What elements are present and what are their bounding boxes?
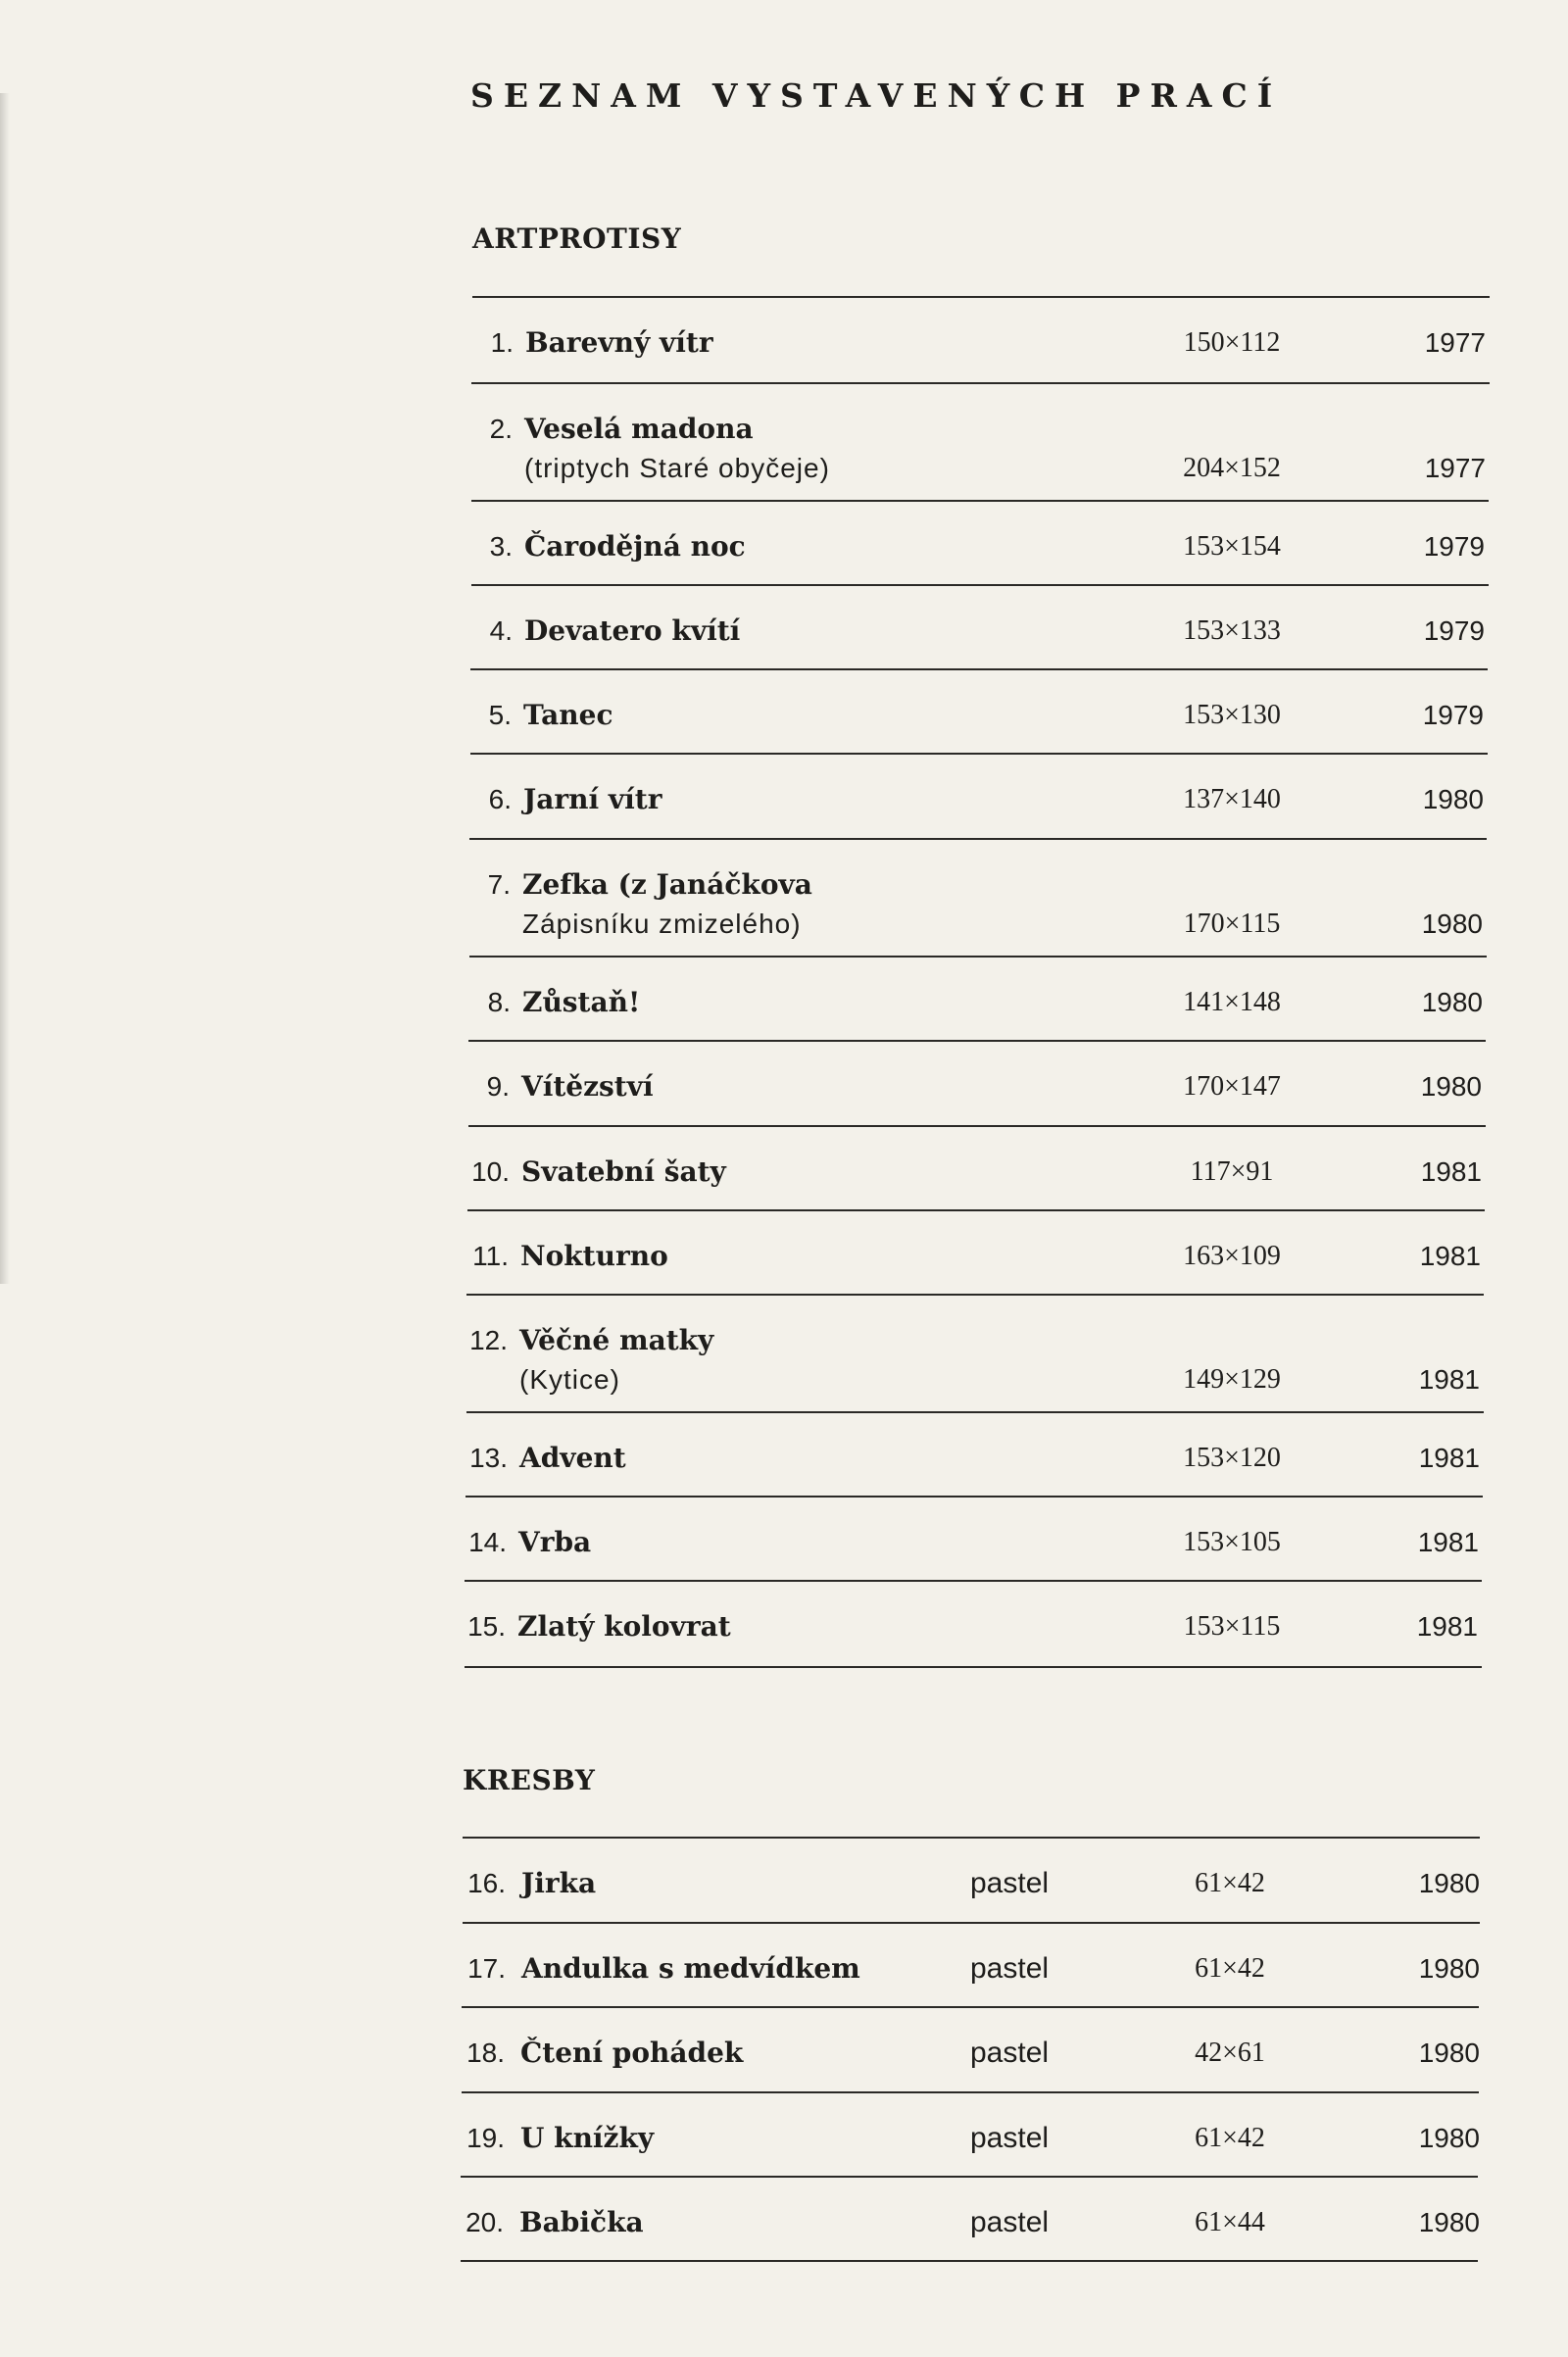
- artwork-row: [471, 527, 1489, 572]
- drawing-row: [462, 2119, 1479, 2164]
- artwork-row: [471, 410, 1490, 494]
- item-dimensions: 163×109: [1183, 1241, 1281, 1271]
- item-year: 1981: [1416, 1611, 1478, 1642]
- item-dimensions: 149×129: [1183, 1364, 1281, 1395]
- divider: [463, 1837, 1480, 1839]
- item-year: 1977: [1424, 327, 1486, 358]
- item-dimensions: 42×61: [1195, 2038, 1265, 2068]
- divider: [466, 1496, 1483, 1498]
- item-dimensions: 137×140: [1183, 784, 1281, 814]
- divider: [468, 1125, 1486, 1127]
- artwork-row: [465, 1607, 1482, 1652]
- item-number: 9.: [486, 1071, 510, 1102]
- item-title: Nokturno: [520, 1240, 668, 1272]
- item-number: 3.: [489, 531, 513, 562]
- drawing-row: [463, 1864, 1480, 1909]
- item-title: Barevný vítr: [525, 326, 713, 359]
- item-number: 8.: [487, 987, 511, 1017]
- item-number: 11.: [472, 1241, 509, 1271]
- divider: [463, 1922, 1480, 1924]
- item-dimensions: 61×42: [1195, 1868, 1265, 1898]
- drawing-row: [463, 1949, 1480, 1994]
- artwork-row: [466, 1523, 1483, 1568]
- item-subtitle: Zápisníku zmizelého): [522, 908, 802, 939]
- item-year: 1981: [1417, 1527, 1479, 1557]
- divider: [462, 2006, 1479, 2008]
- item-title: Vrba: [518, 1526, 592, 1558]
- item-title: Vítězství: [521, 1070, 654, 1103]
- item-title: Jarní vítr: [523, 783, 662, 815]
- item-number: 12.: [469, 1325, 508, 1355]
- item-year: 1980: [1418, 2038, 1480, 2068]
- item-year: 1980: [1418, 1953, 1480, 1984]
- divider: [471, 584, 1489, 586]
- divider: [465, 1666, 1482, 1668]
- item-title: Zlatý kolovrat: [517, 1610, 731, 1643]
- item-number: 1.: [490, 327, 514, 358]
- artwork-row: [469, 983, 1487, 1028]
- item-number: 10.: [471, 1156, 510, 1187]
- item-dimensions: 61×42: [1195, 1953, 1265, 1984]
- artwork-row: [469, 865, 1487, 950]
- item-title: Veselá madona: [524, 413, 754, 445]
- artwork-row: [467, 1237, 1485, 1282]
- item-year: 1977: [1424, 453, 1486, 483]
- item-number: 4.: [489, 615, 513, 646]
- divider: [472, 296, 1490, 298]
- item-number: 13.: [469, 1443, 508, 1473]
- item-number: 16.: [467, 1868, 506, 1898]
- divider: [471, 500, 1489, 502]
- item-year: 1980: [1421, 908, 1483, 939]
- item-title: Advent: [519, 1442, 626, 1474]
- item-dimensions: 204×152: [1183, 453, 1281, 483]
- item-subtitle: (Kytice): [519, 1364, 620, 1395]
- item-year: 1980: [1418, 2207, 1480, 2237]
- item-technique: pastel: [970, 1867, 1050, 1899]
- item-year: 1981: [1419, 1241, 1481, 1271]
- divider: [467, 1209, 1485, 1211]
- item-title: Tanec: [523, 699, 613, 731]
- item-year: 1979: [1423, 531, 1485, 562]
- item-year: 1981: [1418, 1443, 1480, 1473]
- artwork-row: [466, 1321, 1484, 1405]
- item-dimensions: 141×148: [1183, 987, 1281, 1017]
- section-heading-artprotisy: ARTPROTISY: [472, 222, 682, 255]
- divider: [470, 753, 1488, 755]
- item-number: 17.: [467, 1953, 506, 1984]
- artwork-row: [470, 696, 1488, 741]
- item-dimensions: 153×120: [1183, 1443, 1281, 1473]
- item-title: U knížky: [520, 2122, 655, 2154]
- artwork-row: [470, 780, 1488, 825]
- item-dimensions: 61×42: [1195, 2123, 1265, 2153]
- item-number: 6.: [488, 784, 512, 814]
- item-dimensions: 150×112: [1183, 327, 1281, 358]
- divider: [469, 838, 1487, 840]
- item-title: Zůstaň!: [522, 986, 641, 1018]
- divider: [469, 956, 1487, 958]
- item-year: 1980: [1418, 1868, 1480, 1898]
- item-dimensions: 117×91: [1190, 1156, 1274, 1187]
- item-title: Čarodějná noc: [524, 530, 746, 563]
- item-dimensions: 153×133: [1183, 615, 1281, 646]
- item-number: 5.: [488, 700, 512, 730]
- item-number: 20.: [466, 2207, 504, 2237]
- item-title: Zefka (z Janáčkova: [522, 868, 812, 901]
- item-subtitle: (triptych Staré obyčeje): [524, 453, 830, 483]
- item-year: 1980: [1418, 2123, 1480, 2153]
- divider: [465, 1580, 1482, 1582]
- page-edge-shadow: [0, 93, 10, 1284]
- item-dimensions: 170×115: [1183, 908, 1281, 939]
- item-dimensions: 153×130: [1183, 700, 1281, 730]
- drawing-row: [461, 2203, 1478, 2248]
- artwork-row: [468, 1153, 1486, 1198]
- drawing-row: [462, 2034, 1479, 2079]
- item-year: 1980: [1422, 784, 1484, 814]
- artwork-row: [471, 612, 1489, 657]
- artwork-row: [472, 323, 1490, 368]
- artwork-row: [468, 1067, 1486, 1112]
- item-dimensions: 61×44: [1195, 2207, 1265, 2237]
- item-technique: pastel: [970, 2122, 1050, 2154]
- item-number: 19.: [466, 2123, 505, 2153]
- item-title: Devatero kvítí: [524, 614, 741, 647]
- item-dimensions: 153×154: [1183, 531, 1281, 562]
- item-technique: pastel: [970, 2206, 1050, 2238]
- item-title: Čtení pohádek: [520, 2037, 744, 2069]
- item-title: Babička: [519, 2206, 644, 2238]
- divider: [471, 382, 1490, 384]
- divider: [466, 1294, 1484, 1296]
- divider: [466, 1411, 1484, 1413]
- divider: [462, 2091, 1479, 2093]
- divider: [461, 2260, 1478, 2262]
- item-year: 1981: [1420, 1156, 1482, 1187]
- item-number: 14.: [468, 1527, 507, 1557]
- divider: [470, 668, 1488, 670]
- item-dimensions: 170×147: [1183, 1071, 1281, 1102]
- divider: [461, 2176, 1478, 2178]
- item-dimensions: 153×115: [1183, 1611, 1281, 1642]
- section-heading-kresby: KRESBY: [463, 1764, 596, 1796]
- item-number: 15.: [467, 1611, 506, 1642]
- artwork-row: [466, 1439, 1484, 1484]
- item-title: Jirka: [521, 1867, 597, 1899]
- item-year: 1979: [1423, 615, 1485, 646]
- page-title: SEZNAM VYSTAVENÝCH PRACÍ: [470, 76, 1283, 115]
- item-technique: pastel: [970, 2037, 1050, 2069]
- item-year: 1981: [1418, 1364, 1480, 1395]
- item-technique: pastel: [970, 1952, 1050, 1985]
- item-number: 2.: [489, 414, 513, 444]
- item-dimensions: 153×105: [1183, 1527, 1281, 1557]
- divider: [468, 1040, 1486, 1042]
- item-year: 1980: [1421, 987, 1483, 1017]
- item-year: 1979: [1422, 700, 1484, 730]
- item-number: 18.: [466, 2038, 505, 2068]
- item-number: 7.: [487, 869, 511, 900]
- item-title: Věčné matky: [519, 1324, 714, 1356]
- item-title: Andulka s medvídkem: [521, 1952, 860, 1985]
- item-year: 1980: [1420, 1071, 1482, 1102]
- item-title: Svatební šaty: [521, 1155, 726, 1188]
